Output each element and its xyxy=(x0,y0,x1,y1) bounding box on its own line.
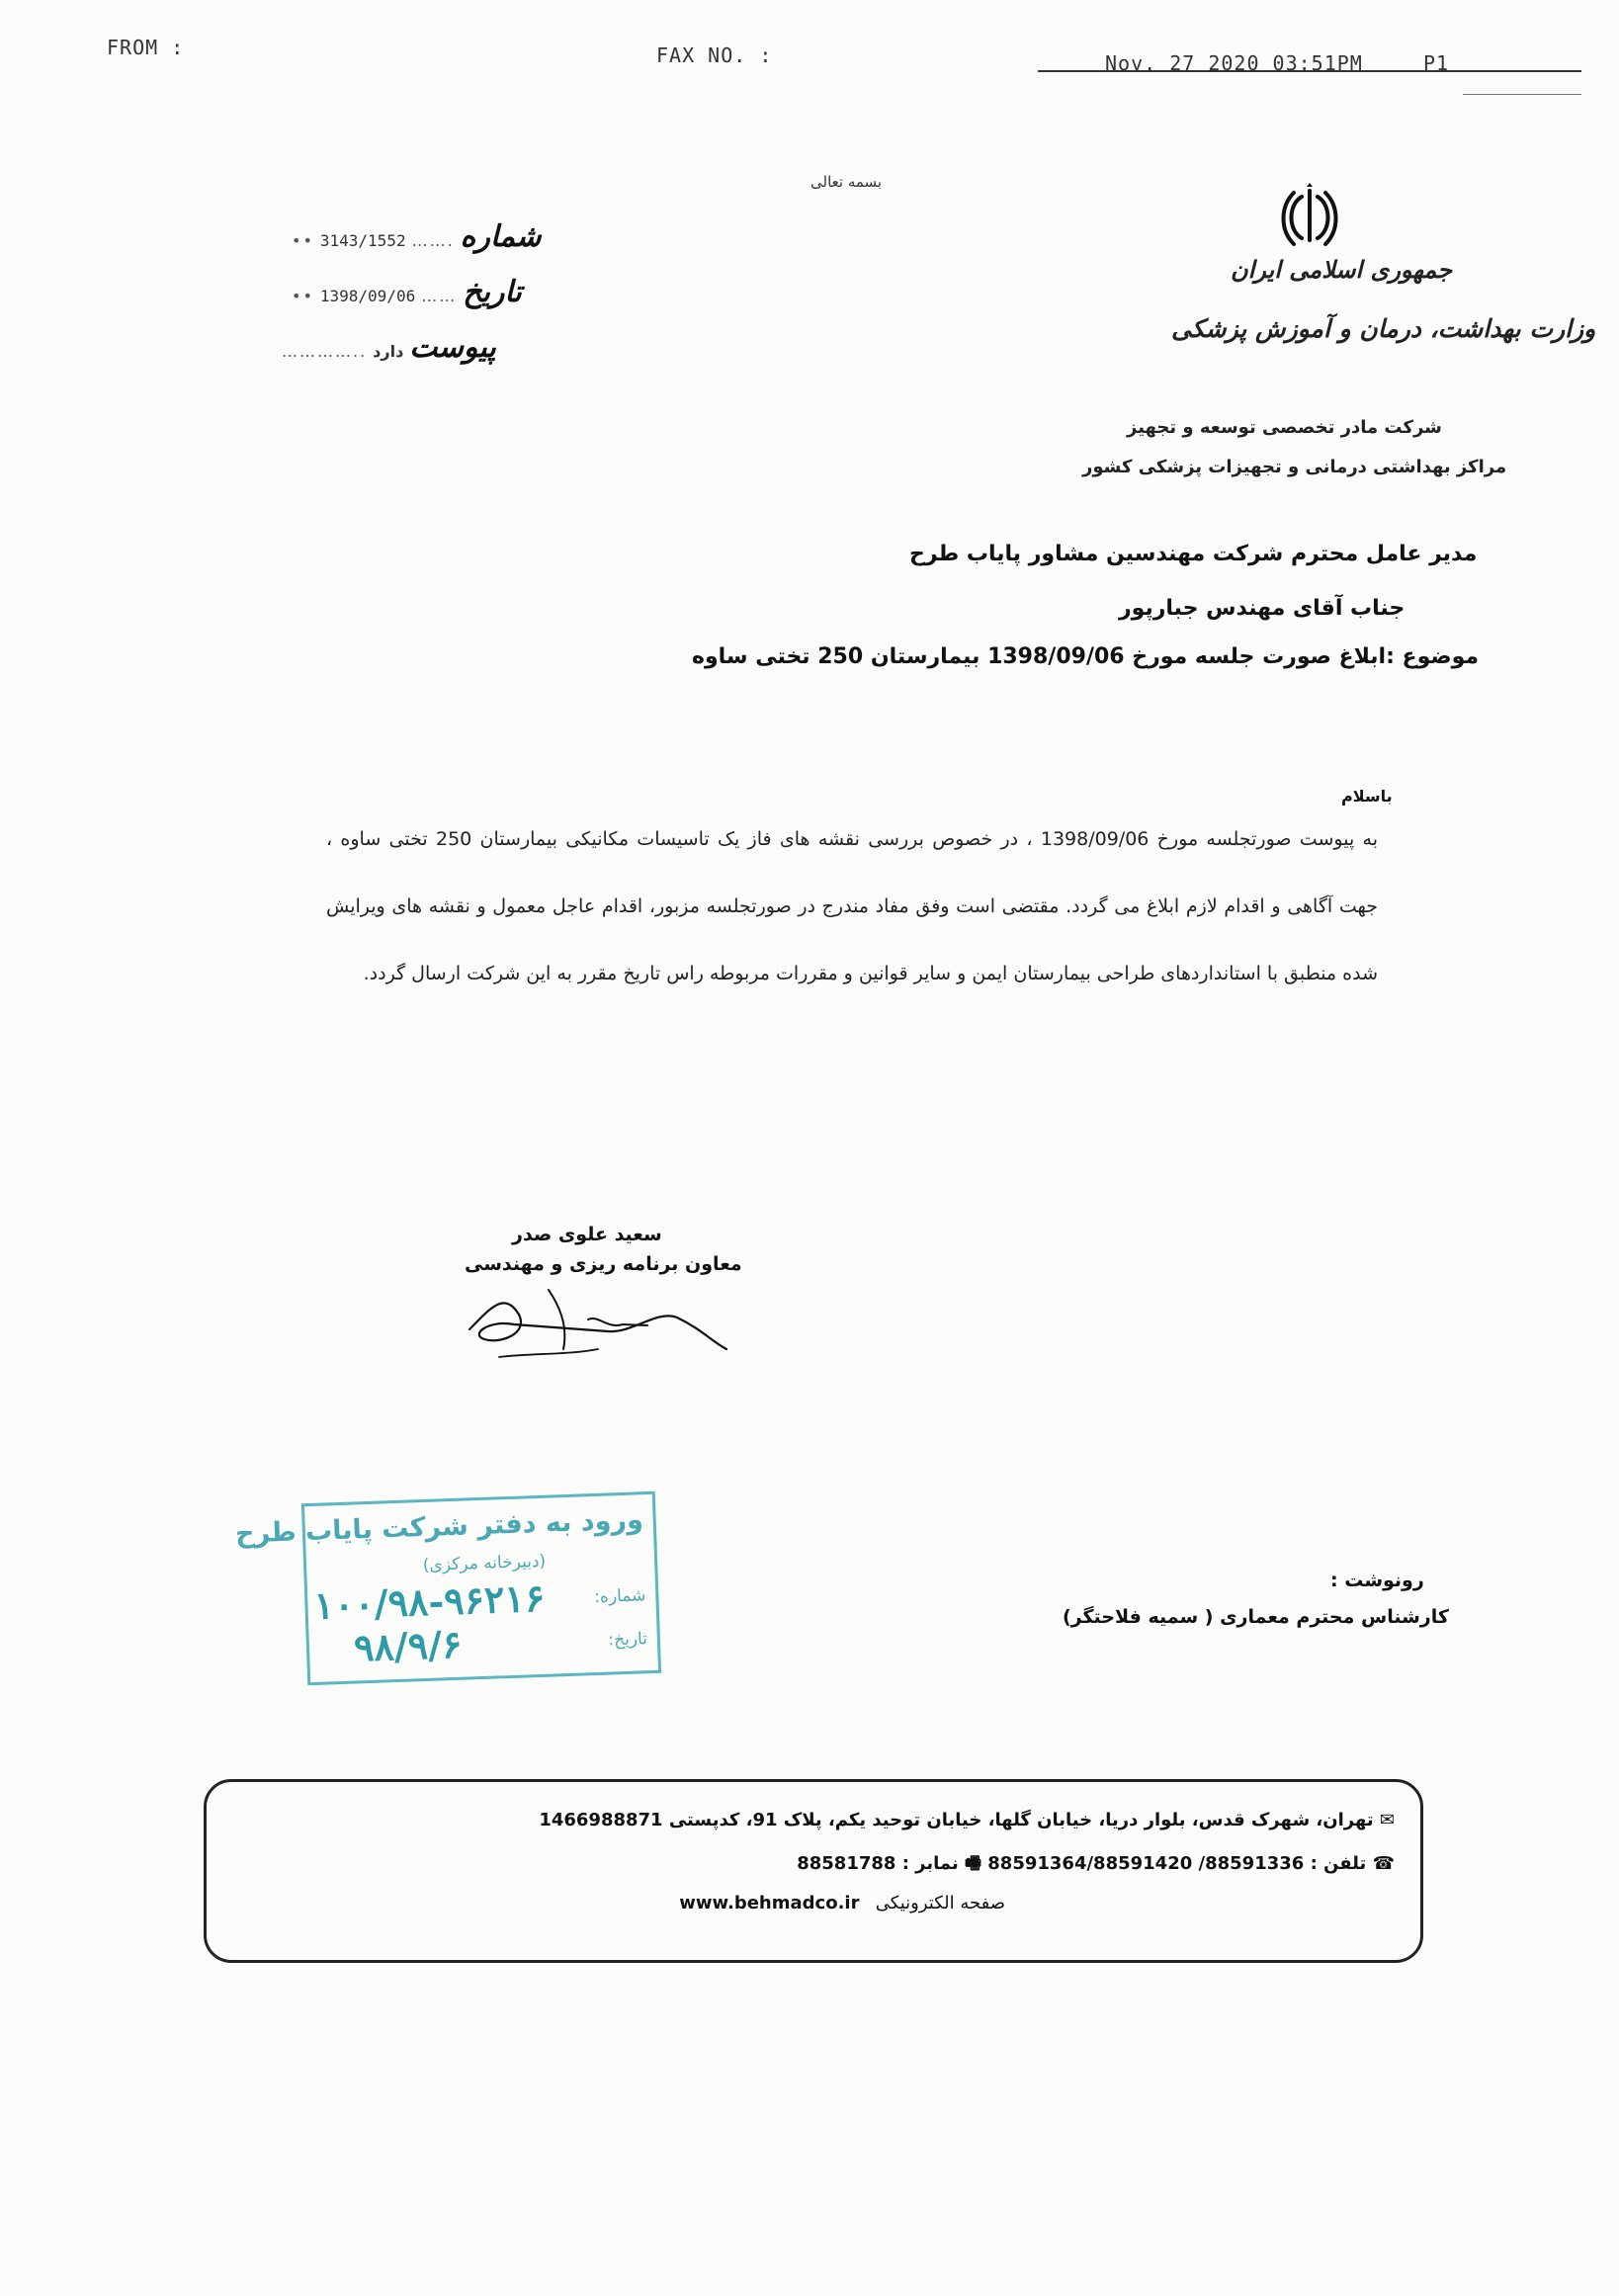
fax-icon: 🖷 xyxy=(965,1853,981,1874)
reference-date-row xyxy=(292,275,522,309)
signatory-name: سعید علوی صدر xyxy=(512,1224,662,1245)
stamp-subtitle: (دبیرخانه مرکزی) xyxy=(422,1551,547,1576)
reference-attachment-value: دارد xyxy=(373,342,404,361)
addressee-line-1: مدیر عامل محترم شرکت مهندسین مشاور پایاب طرح xyxy=(909,542,1478,566)
handwritten-signature-icon xyxy=(460,1270,736,1369)
footer-phone-fax xyxy=(797,1851,1395,1881)
stamp-date-value: ۹۸/۹/۶ xyxy=(353,1621,464,1670)
country-name: جمهوری اسلامی ایران xyxy=(1231,255,1453,284)
reference-attachment-row xyxy=(282,330,496,365)
received-stamp xyxy=(234,1491,661,1685)
footer-fax: نمابر : 88581788 xyxy=(797,1853,959,1874)
reference-date-label: تاریخ xyxy=(463,275,522,309)
dotted-leader: ………….. xyxy=(282,342,368,361)
signatory-title: معاون برنامه ریزی و مهندسی xyxy=(465,1253,742,1275)
dotted-leader: •• xyxy=(292,231,314,250)
reference-number-row xyxy=(292,219,542,254)
reference-number-value: 3143/1552 xyxy=(319,231,406,250)
footer-contact-box xyxy=(204,1779,1423,1963)
fax-timestamp: Nov. 27 2020 03:51PM xyxy=(1105,51,1363,75)
organization-line-2: مراکز بهداشتی درمانی و تجهیزات پزشکی کشور xyxy=(1082,457,1507,477)
fax-page-number: P1 xyxy=(1423,51,1450,75)
reference-attachment-label: پیوست xyxy=(409,330,496,365)
reference-number-label: شماره xyxy=(460,219,542,254)
ministry-name: وزارت بهداشت، درمان و آموزش پزشکی xyxy=(1171,314,1596,343)
footer-website-row xyxy=(679,1893,1005,1913)
stamp-date-label: تاریخ: xyxy=(608,1629,648,1651)
iran-emblem-icon xyxy=(1280,183,1339,252)
phone-icon: ☎ xyxy=(1372,1853,1395,1874)
invocation-text: بسمه تعالی xyxy=(810,173,883,191)
letter-body xyxy=(326,806,1378,1007)
envelope-icon: ✉ xyxy=(1379,1810,1395,1830)
cc-recipient: کارشناس محترم معماری ( سمیه فلاحتگر) xyxy=(1063,1606,1449,1628)
organization-line-1: شرکت مادر تخصصی توسعه و تجهیز xyxy=(1127,417,1442,438)
greeting: باسلام xyxy=(1341,787,1393,806)
letter-paragraph: به پیوست صورتجلسه مورخ 1398/09/06 ، در خصوص بررسی نقشه های فاز یک تاسیسات مکانیکی بیمارستان 250 تختی ساوه ، جهت آگاهی و اقدام لازم ابلاغ می گردد. مقتضی است وفق مفاد مندرج در صورتجلسه مزبور، اقدام عاجل معمول و نقشه های ویرایش شده منطبق با استانداردهای طراحی بیمارستان ایمن و سایر قوانین و مقررات مربوطه راس تاریخ مقرر به این شرکت ارسال گردد. xyxy=(326,828,1378,984)
footer-website-label: صفحه الکترونیکی xyxy=(875,1893,1005,1913)
fax-from-label: FROM : xyxy=(107,36,185,59)
footer-phone: تلفن : 88591336/ 88591364/88591420 xyxy=(987,1853,1367,1874)
reference-date-value: 1398/09/06 xyxy=(319,287,416,305)
stamp-number-label: شماره: xyxy=(593,1585,646,1608)
stamp-number-value: ۱۰۰/۹۸-۹۶۲۱۶ xyxy=(312,1574,546,1628)
footer-website: www.behmadco.ir xyxy=(679,1893,860,1913)
addressee-line-2: جناب آقای مهندس جبارپور xyxy=(1119,596,1406,621)
stamp-title: ورود به دفتر شرکت پایاب طرح xyxy=(234,1504,644,1550)
footer-address-text: تهران، شهرک قدس، بلوار دریا، خیابان گلها، خیابان توحید یکم، پلاک 91، کدپستی 1466988871 xyxy=(539,1810,1374,1830)
cc-label: رونوشت : xyxy=(1330,1570,1424,1591)
dotted-leader: …… xyxy=(421,287,458,305)
subject-line: موضوع :ابلاغ صورت جلسه مورخ 1398/09/06 بیمارستان 250 تختی ساوه xyxy=(692,644,1480,669)
fax-header-rule-short xyxy=(1463,94,1581,95)
fax-number-label: FAX NO. : xyxy=(656,43,773,67)
dotted-leader: ……. xyxy=(411,231,455,250)
footer-address xyxy=(539,1810,1395,1830)
fax-header-rule xyxy=(1038,70,1581,72)
dotted-leader: •• xyxy=(292,287,314,305)
